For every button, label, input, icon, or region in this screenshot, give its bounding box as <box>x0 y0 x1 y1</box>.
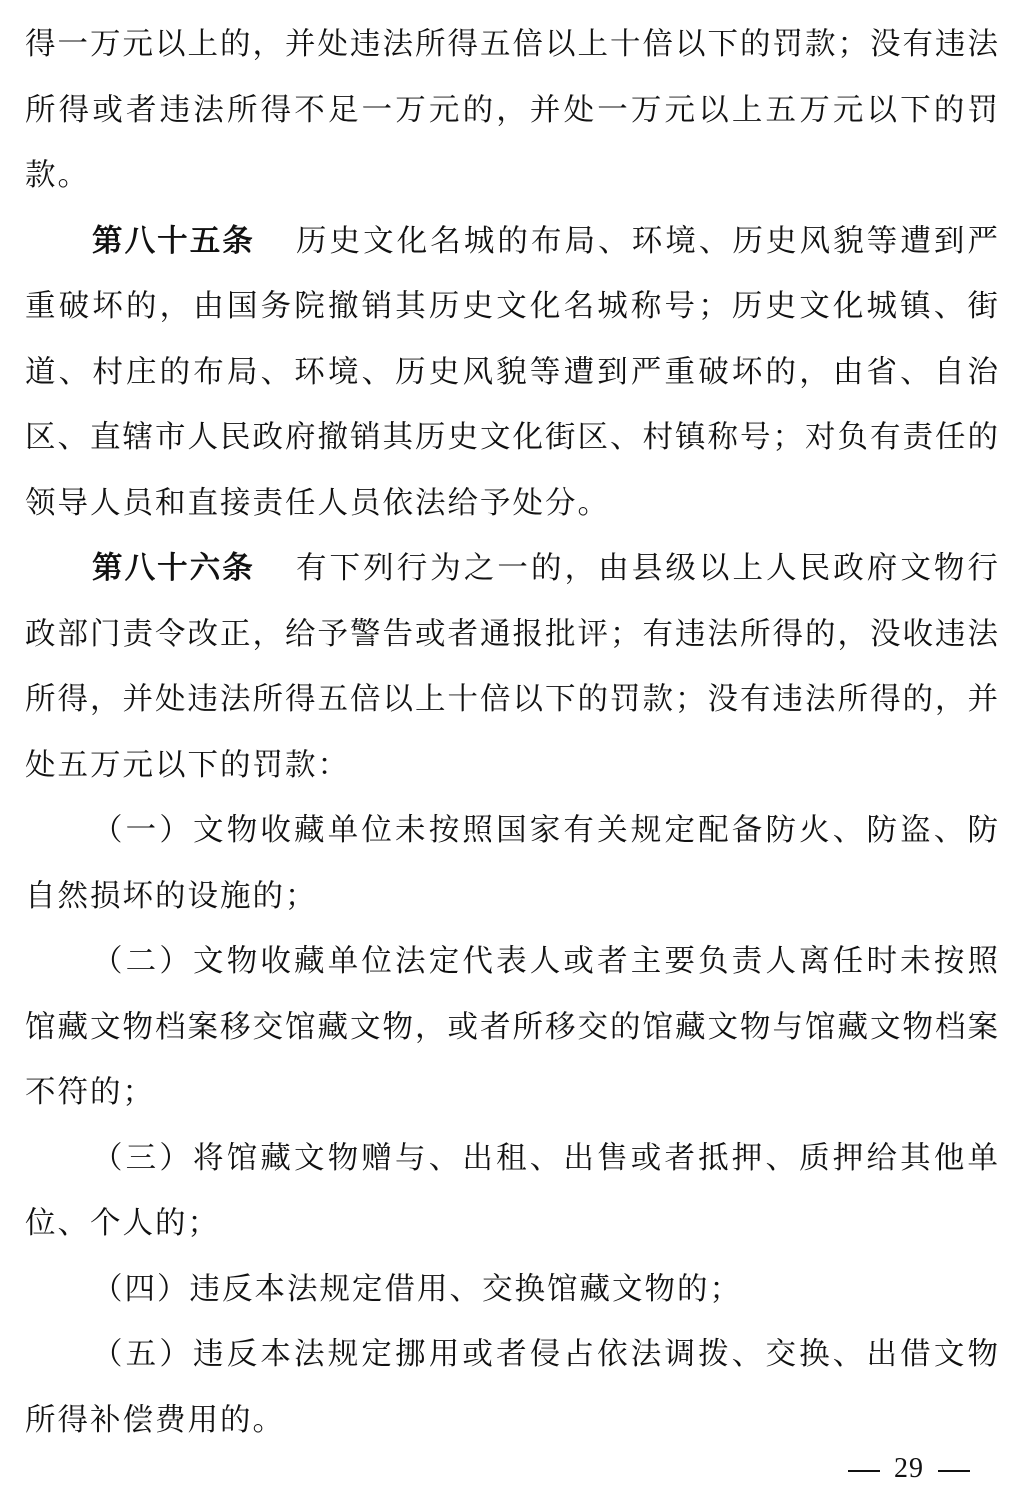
list-item-1: （一）文物收藏单位未按照国家有关规定配备防火、防盗、防自然损坏的设施的； <box>25 813 1000 914</box>
article-85-number: 第八十五条 <box>92 223 255 259</box>
list-item-4: （四）违反本法规定借用、交换馆藏文物的； <box>92 1271 742 1307</box>
page-number: 29 <box>894 1453 924 1484</box>
list-item-2: （二）文物收藏单位法定代表人或者主要负责人离任时未按照馆藏文物档案移交馆藏文物，或者所移交的馆藏文物与馆藏文物档案不符的； <box>25 944 1000 1110</box>
footer-dash-left <box>848 1470 880 1472</box>
list-item-3: （三）将馆藏文物赠与、出租、出售或者抵押、质押给其他单位、个人的； <box>25 1140 1000 1241</box>
article-85 <box>25 209 1000 537</box>
article-86-text: 有下列行为之一的，由县级以上人民政府文物行政部门责令改正，给予警告或者通报批评；有违法所得的，没收违法所得，并处违法所得五倍以上十倍以下的罚款；没有违法所得的，并处五万元以下的罚款： <box>25 551 1001 783</box>
article-86-number: 第八十六条 <box>92 551 255 586</box>
list-item-5: （五）违反本法规定挪用或者侵占依法调拨、交换、出借文物所得补偿费用的。 <box>25 1337 1000 1438</box>
footer-dash-right <box>938 1470 970 1472</box>
page-footer <box>0 1453 984 1485</box>
article-85-text: 历史文化名城的布局、环境、历史风貌等遭到严重破坏的，由国务院撤销其历史文化名城称号；历史文化城镇、街道、村庄的布局、环境、历史风貌等遭到严重破坏的，由省、自治区、直辖市人民政府撤销其历史文化街区、村镇称号；对负有责任的领导人员和直接责任人员依法给予处分。 <box>25 223 1001 521</box>
paragraph-continuation: 得一万元以上的，并处违法所得五倍以上十倍以下的罚款；没有违法所得或者违法所得不足一万元的，并处一万元以上五万元以下的罚款。 <box>25 27 1000 193</box>
document-body <box>25 12 1000 1453</box>
article-86 <box>25 536 1000 798</box>
